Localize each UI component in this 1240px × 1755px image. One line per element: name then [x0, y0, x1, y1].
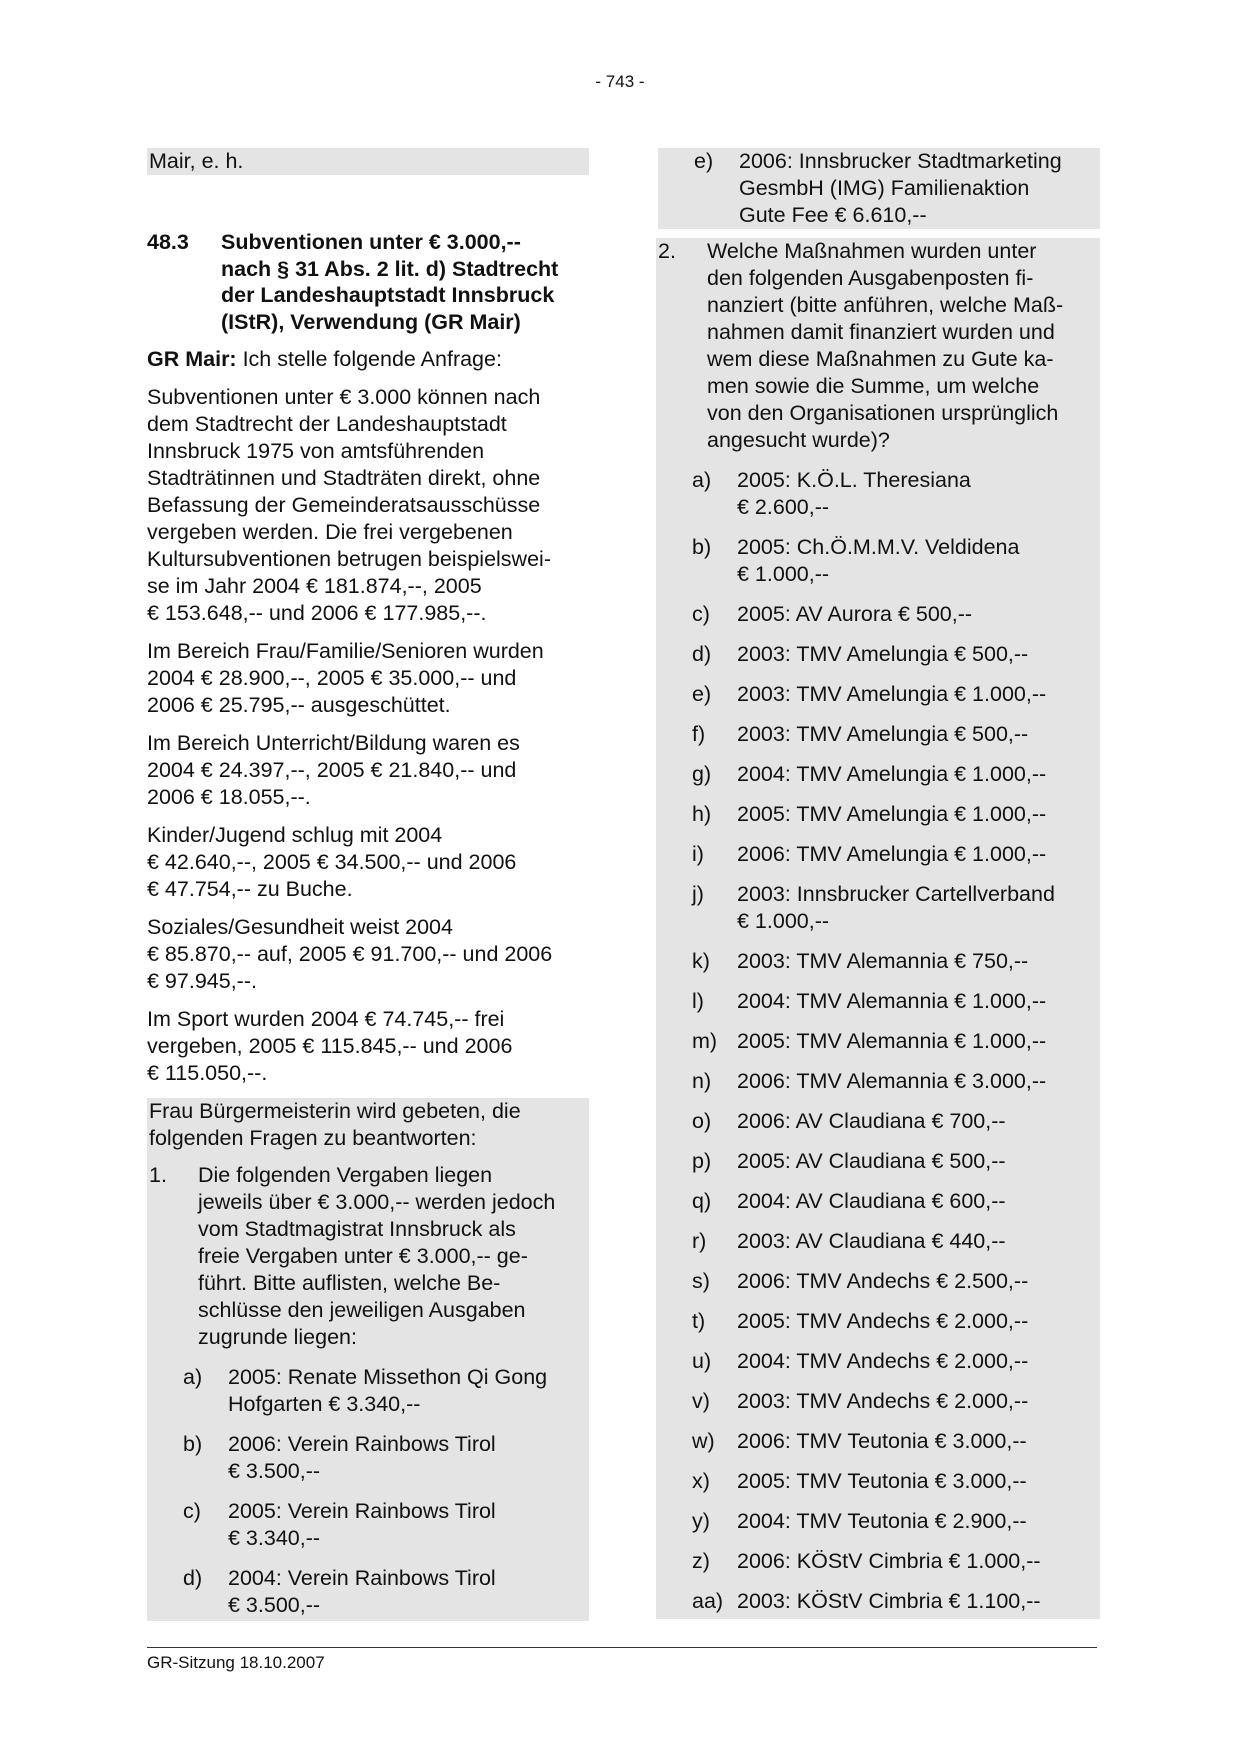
- text-line: 2004 € 28.900,--, 2005 € 35.000,-- und: [147, 666, 517, 690]
- section-heading: [147, 229, 589, 335]
- body-paragraph: [147, 822, 589, 903]
- item-label: g): [692, 762, 712, 786]
- section-title: [221, 229, 558, 335]
- text-line: € 85.870,-- auf, 2005 € 91.700,-- und 2006: [147, 942, 553, 966]
- list-item: [656, 534, 1100, 588]
- section-title-line: der Landeshauptstadt Innsbruck: [221, 283, 555, 307]
- text-line: € 3.500,--: [228, 1459, 321, 1483]
- text-line: se im Jahr 2004 € 181.874,--, 2005: [147, 574, 482, 598]
- item-text: [737, 1308, 1028, 1335]
- question-2-block: [656, 238, 1100, 1619]
- text-line: 2003: TMV Alemannia € 750,--: [737, 949, 1029, 973]
- item-text: [737, 1108, 1006, 1135]
- text-line: 2003: Innsbrucker Cartellverband: [737, 882, 1055, 906]
- text-line: vergeben, 2005 € 115.845,-- und 2006: [147, 1034, 513, 1058]
- text-line: Im Bereich Frau/Familie/Senioren wurden: [147, 639, 544, 663]
- item-label: e): [694, 149, 714, 173]
- item-text: [737, 1428, 1027, 1455]
- text-line: 2005: K.Ö.L. Theresiana: [737, 468, 971, 492]
- item-text: [228, 1565, 496, 1619]
- item-label: r): [692, 1229, 707, 1253]
- item-label: j): [692, 882, 704, 906]
- text-line: € 97.945,--.: [147, 969, 257, 993]
- text-line: Stadträtinnen und Stadträten direkt, ohne: [147, 466, 541, 490]
- item-text: [737, 801, 1046, 828]
- text-line: 2003: KÖStV Cimbria € 1.100,--: [737, 1589, 1041, 1613]
- item-label: i): [692, 842, 704, 866]
- text-line: 2004: Verein Rainbows Tirol: [228, 1566, 496, 1590]
- text-line: Befassung der Gemeinderatsausschüsse: [147, 493, 541, 517]
- text-line: 2004: AV Claudiana € 600,--: [737, 1189, 1006, 1213]
- list-item: [656, 1428, 1100, 1455]
- item-label: n): [692, 1069, 712, 1093]
- item-text: [737, 641, 1028, 668]
- text-line: 2005: TMV Amelungia € 1.000,--: [737, 802, 1047, 826]
- question-1: [147, 1162, 589, 1351]
- text-line: 2006: TMV Amelungia € 1.000,--: [737, 842, 1047, 866]
- list-item: [656, 1108, 1100, 1135]
- text-line: nahmen damit finanziert wurden und: [707, 320, 1055, 344]
- text-line: schlüsse den jeweiligen Ausgaben: [198, 1298, 526, 1322]
- item-text: [737, 1508, 1027, 1535]
- item-label: t): [692, 1309, 706, 1333]
- text-line: men sowie die Summe, um welche: [707, 374, 1040, 398]
- question-text: [707, 238, 1063, 454]
- list-item: [656, 841, 1100, 868]
- item-text: [739, 148, 1062, 229]
- item-text: [737, 1228, 1006, 1255]
- footer-divider: [147, 1647, 1097, 1648]
- text-line: 2003: TMV Amelungia € 500,--: [737, 722, 1029, 746]
- question-2-items: [656, 467, 1100, 1615]
- item-label: x): [692, 1469, 710, 1493]
- list-item: [656, 681, 1100, 708]
- text-line: 2005: TMV Andechs € 2.000,--: [737, 1309, 1029, 1333]
- text-line: € 153.648,-- und 2006 € 177.985,--.: [147, 601, 487, 625]
- question-1-items: [147, 1364, 589, 1619]
- list-item: [656, 1068, 1100, 1095]
- item-label: aa): [692, 1589, 724, 1613]
- text-line: 2006: Verein Rainbows Tirol: [228, 1432, 496, 1456]
- text-line: € 1.000,--: [737, 909, 830, 933]
- request-text: [147, 1098, 589, 1152]
- item-label: d): [183, 1566, 203, 1590]
- text-line: Im Bereich Unterricht/Bildung waren es: [147, 731, 520, 755]
- item-text: [737, 1148, 1006, 1175]
- list-item: [656, 1508, 1100, 1535]
- list-item: [656, 948, 1100, 975]
- item-text: [228, 1364, 547, 1418]
- list-item: [656, 1348, 1100, 1375]
- text-line: Im Sport wurden 2004 € 74.745,-- frei: [147, 1007, 505, 1031]
- list-item: [147, 1565, 589, 1619]
- text-line: € 2.600,--: [737, 495, 830, 519]
- text-line: 2005: Ch.Ö.M.M.V. Veldidena: [737, 535, 1020, 559]
- item-text: [737, 1588, 1041, 1615]
- item-text: [737, 721, 1028, 748]
- item-label: z): [692, 1549, 710, 1573]
- text-line: Kultursubventionen betrugen beispielswei-: [147, 547, 551, 571]
- request-block: [147, 1098, 589, 1621]
- text-line: € 115.050,--.: [147, 1061, 268, 1085]
- item-label: h): [692, 802, 712, 826]
- text-line: 2004: TMV Amelungia € 1.000,--: [737, 762, 1047, 786]
- text-line: € 3.340,--: [228, 1526, 321, 1550]
- text-line: Welche Maßnahmen wurden unter: [707, 239, 1037, 263]
- footer-text: GR-Sitzung 18.10.2007: [147, 1653, 325, 1672]
- text-line: Soziales/Gesundheit weist 2004: [147, 915, 453, 939]
- item-text: [737, 1468, 1027, 1495]
- question-number: 1.: [149, 1163, 167, 1187]
- text-line: 2003: TMV Amelungia € 500,--: [737, 642, 1029, 666]
- item-text: [737, 1548, 1041, 1575]
- question-number: 2.: [658, 239, 676, 263]
- item-label: q): [692, 1189, 712, 1213]
- text-line: 2004: TMV Teutonia € 2.900,--: [737, 1509, 1027, 1533]
- list-item: [656, 988, 1100, 1015]
- text-line: jeweils über € 3.000,-- werden jedoch: [198, 1190, 556, 1214]
- text-line: Frau Bürgermeisterin wird gebeten, die: [149, 1099, 521, 1123]
- text-line: 2004 € 24.397,--, 2005 € 21.840,-- und: [147, 758, 517, 782]
- item-text: [737, 841, 1046, 868]
- section-title-line: Subventionen unter € 3.000,--: [221, 230, 521, 254]
- text-line: von den Organisationen ursprünglich: [707, 401, 1059, 425]
- text-line: 2004: TMV Alemannia € 1.000,--: [737, 989, 1047, 1013]
- text-line: 2006: TMV Teutonia € 3.000,--: [737, 1429, 1027, 1453]
- list-item: [656, 761, 1100, 788]
- text-line: 2005: TMV Alemannia € 1.000,--: [737, 1029, 1047, 1053]
- question-text: [198, 1162, 555, 1351]
- text-line: 2005: TMV Teutonia € 3.000,--: [737, 1469, 1027, 1493]
- list-item: [147, 1431, 589, 1485]
- text-line: 2006: TMV Alemannia € 3.000,--: [737, 1069, 1047, 1093]
- list-item: [656, 641, 1100, 668]
- item-text: [228, 1431, 496, 1485]
- body-paragraph: [147, 1006, 589, 1087]
- item-text: [737, 1348, 1028, 1375]
- list-item: [656, 1388, 1100, 1415]
- text-line: dem Stadtrecht der Landeshauptstadt: [147, 412, 507, 436]
- text-line: € 1.000,--: [737, 562, 830, 586]
- text-line: freie Vergaben unter € 3.000,-- ge-: [198, 1244, 528, 1268]
- right-column: [658, 148, 1100, 1619]
- list-item: [147, 1364, 589, 1418]
- list-item: [658, 148, 1100, 229]
- item-label: b): [692, 535, 712, 559]
- item-text: [737, 1388, 1028, 1415]
- item-label: k): [692, 949, 710, 973]
- page-number: - 743 -: [595, 72, 645, 91]
- text-line: Kinder/Jugend schlug mit 2004: [147, 823, 443, 847]
- text-line: 2003: TMV Amelungia € 1.000,--: [737, 682, 1047, 706]
- text-line: führt. Bitte auflisten, welche Be-: [198, 1271, 501, 1295]
- item-label: a): [183, 1365, 203, 1389]
- item-text: [737, 601, 972, 628]
- text-line: 2006 € 25.795,-- ausgeschüttet.: [147, 693, 451, 717]
- speaker-name: GR Mair:: [147, 347, 237, 371]
- list-item: [656, 601, 1100, 628]
- text-line: 2005: Verein Rainbows Tirol: [228, 1499, 496, 1523]
- item-label: d): [692, 642, 712, 666]
- list-item: [656, 1548, 1100, 1575]
- item-text: [737, 1068, 1046, 1095]
- text-line: vom Stadtmagistrat Innsbruck als: [198, 1217, 516, 1241]
- item-text: [737, 467, 971, 521]
- text-line: € 42.640,--, 2005 € 34.500,-- und 2006: [147, 850, 517, 874]
- section-number: 48.3: [147, 230, 189, 254]
- item-text: [737, 1028, 1046, 1055]
- body-paragraph: [147, 638, 589, 719]
- text-line: vergeben werden. Die frei vergebenen: [147, 520, 513, 544]
- item-label: a): [692, 468, 712, 492]
- text-line: 2006: Innsbrucker Stadtmarketing: [739, 149, 1062, 173]
- text-line: folgenden Fragen zu beantworten:: [149, 1126, 477, 1150]
- item-label: m): [692, 1029, 718, 1053]
- body-paragraph: [147, 384, 589, 627]
- item-text: [737, 681, 1046, 708]
- list-item: [147, 1498, 589, 1552]
- text-line: Die folgenden Vergaben liegen: [198, 1163, 493, 1187]
- list-item: [656, 1148, 1100, 1175]
- text-line: wem diese Maßnahmen zu Gute ka-: [707, 347, 1054, 371]
- item-label: l): [692, 989, 704, 1013]
- item-label: b): [183, 1432, 203, 1456]
- text-line: Subventionen unter € 3.000 können nach: [147, 385, 541, 409]
- left-column: [147, 148, 589, 1621]
- text-line: 2003: TMV Andechs € 2.000,--: [737, 1389, 1029, 1413]
- text-line: 2005: Renate Missethon Qi Gong: [228, 1365, 548, 1389]
- text-line: 2006: TMV Andechs € 2.500,--: [737, 1269, 1029, 1293]
- item-label: e): [692, 682, 712, 706]
- item-label: f): [692, 722, 706, 746]
- list-item: [656, 1308, 1100, 1335]
- text-line: € 3.500,--: [228, 1593, 321, 1617]
- item-label: o): [692, 1109, 712, 1133]
- text-line: GesmbH (IMG) Familienaktion: [739, 176, 1030, 200]
- list-item: [656, 1268, 1100, 1295]
- list-item: [656, 1188, 1100, 1215]
- list-item: [656, 467, 1100, 521]
- text-line: 2005: AV Claudiana € 500,--: [737, 1149, 1006, 1173]
- item-text: [737, 988, 1046, 1015]
- text-line: Gute Fee € 6.610,--: [739, 203, 927, 227]
- question-2: [656, 238, 1100, 454]
- text-line: € 47.754,-- zu Buche.: [147, 877, 353, 901]
- body-paragraphs: [147, 384, 589, 1087]
- item-text: [737, 1268, 1028, 1295]
- text-line: den folgenden Ausgabenposten fi-: [707, 266, 1034, 290]
- body-paragraph: [147, 730, 589, 811]
- speaker-line: [147, 346, 589, 373]
- text-line: Hofgarten € 3.340,--: [228, 1392, 421, 1416]
- list-item: [656, 1228, 1100, 1255]
- list-item: [656, 1588, 1100, 1615]
- item-text: [737, 761, 1046, 788]
- question-1-continued: [658, 148, 1100, 229]
- item-label: y): [692, 1509, 710, 1533]
- text-line: zugrunde liegen:: [198, 1325, 357, 1349]
- list-item: [656, 1028, 1100, 1055]
- text-line: angesucht wurde)?: [707, 428, 890, 452]
- signature: Mair, e. h.: [147, 148, 589, 175]
- text-line: Innsbruck 1975 von amtsführenden: [147, 439, 485, 463]
- list-item: [656, 881, 1100, 935]
- list-item: [656, 1468, 1100, 1495]
- speaker-text: Ich stelle folgende Anfrage:: [236, 347, 502, 371]
- item-label: c): [692, 602, 710, 626]
- item-text: [737, 534, 1019, 588]
- list-item: [656, 801, 1100, 828]
- text-line: 2006: KÖStV Cimbria € 1.000,--: [737, 1549, 1041, 1573]
- item-label: s): [692, 1269, 710, 1293]
- item-label: u): [692, 1349, 712, 1373]
- body-paragraph: [147, 914, 589, 995]
- text-line: 2006 € 18.055,--.: [147, 785, 311, 809]
- item-label: v): [692, 1389, 710, 1413]
- text-line: 2003: AV Claudiana € 440,--: [737, 1229, 1006, 1253]
- item-text: [737, 1188, 1006, 1215]
- list-item: [656, 721, 1100, 748]
- section-title-line: nach § 31 Abs. 2 lit. d) Stadtrecht: [221, 256, 559, 281]
- text-line: nanziert (bitte anführen, welche Maß-: [707, 293, 1064, 317]
- item-text: [228, 1498, 496, 1552]
- section-title-line: (IStR), Verwendung (GR Mair): [221, 309, 521, 334]
- item-text: [737, 948, 1028, 975]
- text-line: 2006: AV Claudiana € 700,--: [737, 1109, 1006, 1133]
- item-label: p): [692, 1149, 712, 1173]
- text-line: 2005: AV Aurora € 500,--: [737, 602, 973, 626]
- item-label: w): [692, 1429, 715, 1453]
- item-text: [737, 881, 1055, 935]
- item-label: c): [183, 1499, 201, 1523]
- text-line: 2004: TMV Andechs € 2.000,--: [737, 1349, 1029, 1373]
